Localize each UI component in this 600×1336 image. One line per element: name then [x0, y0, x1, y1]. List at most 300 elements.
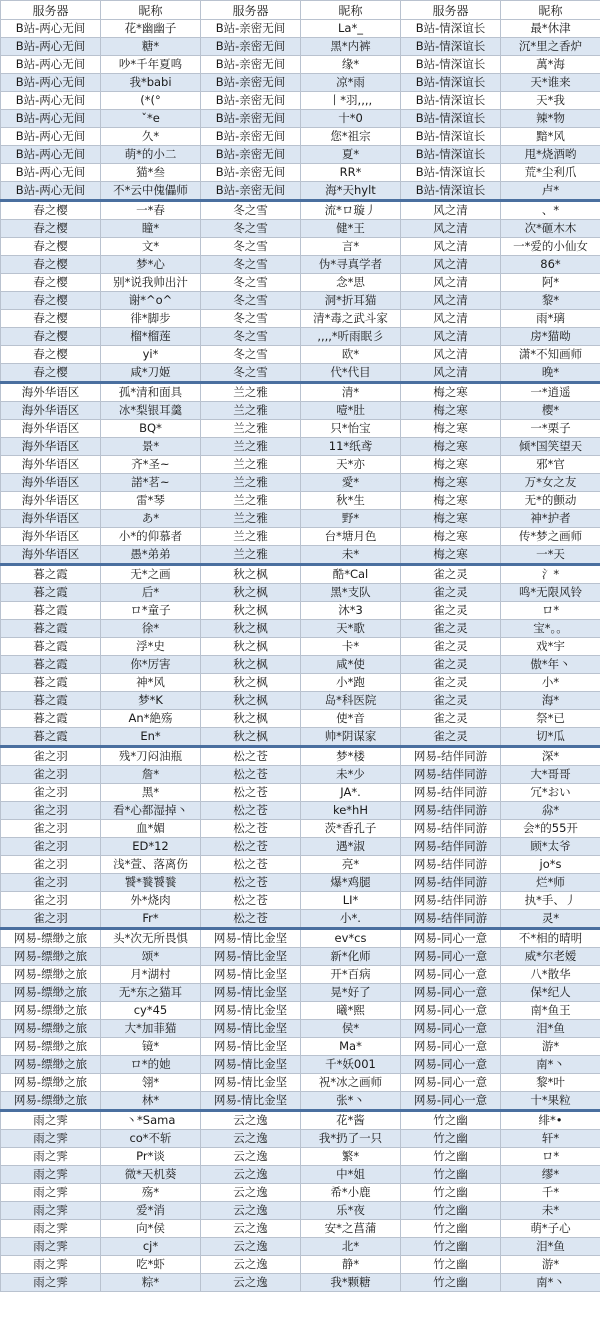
nickname-cell: 尛*	[501, 802, 600, 820]
nickname-cell: Ma*	[301, 1038, 401, 1056]
server-cell: 云之逸	[201, 1238, 301, 1256]
table-row	[1, 402, 600, 420]
server-cell: 海外华语区	[1, 383, 101, 402]
server-cell: 松之苍	[201, 820, 301, 838]
table-row	[1, 1002, 600, 1020]
nickname-cell: 神*风	[101, 674, 201, 692]
nickname-cell: 千*	[501, 1184, 600, 1202]
nickname-cell: Pr*谈	[101, 1148, 201, 1166]
server-cell: 雨之霁	[1, 1184, 101, 1202]
server-cell: 兰之雅	[201, 528, 301, 546]
nickname-cell: 吃*虾	[101, 1256, 201, 1274]
server-cell: 网易-缥缈之旅	[1, 1002, 101, 1020]
nickname-cell: 文*	[101, 238, 201, 256]
server-cell: 云之逸	[201, 1220, 301, 1238]
nickname-cell: (*(°	[101, 92, 201, 110]
server-cell: 网易-情比金坚	[201, 1020, 301, 1038]
server-cell: 竹之幽	[401, 1130, 501, 1148]
server-cell: 春之樱	[1, 274, 101, 292]
nickname-cell: 不*云中傀儡师	[101, 182, 201, 201]
nickname-cell: La*_	[301, 20, 401, 38]
nickname-cell: 海*	[501, 692, 600, 710]
header-nickname-1: 昵称	[101, 1, 201, 20]
server-cell: 风之清	[401, 328, 501, 346]
server-cell: 暮之霞	[1, 710, 101, 728]
nickname-cell: 未*少	[301, 766, 401, 784]
server-cell: 竹之幽	[401, 1202, 501, 1220]
nickname-cell: 浮*史	[101, 638, 201, 656]
nickname-cell: 言*	[301, 238, 401, 256]
server-cell: B站-情深谊长	[401, 164, 501, 182]
server-cell: 网易-缥缈之旅	[1, 966, 101, 984]
table-row	[1, 1130, 600, 1148]
nickname-cell: 天*亦	[301, 456, 401, 474]
server-cell: B站-情深谊长	[401, 74, 501, 92]
nickname-cell: 天*我	[501, 92, 600, 110]
server-cell: 网易-情比金坚	[201, 929, 301, 948]
server-cell: 雀之羽	[1, 747, 101, 766]
nickname-cell: 天*歌	[301, 620, 401, 638]
server-cell: 云之逸	[201, 1274, 301, 1292]
header-server-2: 服务器	[201, 1, 301, 20]
server-cell: 雨之霁	[1, 1238, 101, 1256]
nickname-cell: 静*	[301, 1256, 401, 1274]
server-cell: 暮之霞	[1, 620, 101, 638]
nickname-cell: 小*.	[301, 910, 401, 929]
server-cell: B站-亲密无间	[201, 92, 301, 110]
nickname-cell: 八*散华	[501, 966, 600, 984]
nickname-cell: 缘*	[301, 56, 401, 74]
nickname-cell: Fr*	[101, 910, 201, 929]
server-cell: 兰之雅	[201, 546, 301, 565]
server-cell: 松之苍	[201, 892, 301, 910]
server-cell: 网易-同心一意	[401, 966, 501, 984]
server-cell: 雀之羽	[1, 784, 101, 802]
server-cell: B站-情深谊长	[401, 146, 501, 164]
server-cell: 竹之幽	[401, 1148, 501, 1166]
server-cell: 海外华语区	[1, 456, 101, 474]
server-cell: 网易-结伴同游	[401, 747, 501, 766]
server-cell: 云之逸	[201, 1184, 301, 1202]
server-cell: 网易-同心一意	[401, 1002, 501, 1020]
table-row	[1, 1274, 600, 1292]
server-cell: 海外华语区	[1, 474, 101, 492]
table-row	[1, 692, 600, 710]
table-row	[1, 620, 600, 638]
nickname-cell: 爆*鸡腿	[301, 874, 401, 892]
server-cell: 春之樱	[1, 346, 101, 364]
server-cell: B站-情深谊长	[401, 92, 501, 110]
header-server-3: 服务器	[401, 1, 501, 20]
nickname-cell: 黯*风	[501, 128, 600, 146]
server-cell: 网易-缥缈之旅	[1, 1074, 101, 1092]
server-cell: 网易-缥缈之旅	[1, 1038, 101, 1056]
nickname-cell: 流*ロ璇丿	[301, 201, 401, 220]
server-cell: 兰之雅	[201, 383, 301, 402]
server-cell: B站-两心无间	[1, 92, 101, 110]
nickname-cell: 保*纪人	[501, 984, 600, 1002]
nickname-cell: 戏*宇	[501, 638, 600, 656]
nickname-cell: 希*小鹿	[301, 1184, 401, 1202]
nickname-cell: 张*丶	[301, 1092, 401, 1111]
server-cell: 雀之灵	[401, 710, 501, 728]
nickname-cell: ˇ*e	[101, 110, 201, 128]
server-cell: 兰之雅	[201, 456, 301, 474]
table-row	[1, 929, 600, 948]
nickname-cell: 乐*夜	[301, 1202, 401, 1220]
nickname-cell: 一*逍遥	[501, 383, 600, 402]
nickname-cell: 只*怡宝	[301, 420, 401, 438]
table-row	[1, 146, 600, 164]
nickname-cell: 伪*寻真学者	[301, 256, 401, 274]
nickname-cell: 黑*	[101, 784, 201, 802]
server-cell: 梅之寒	[401, 402, 501, 420]
server-cell: 春之樱	[1, 292, 101, 310]
server-cell: B站-两心无间	[1, 128, 101, 146]
server-cell: 冬之雪	[201, 274, 301, 292]
server-cell: 竹之幽	[401, 1111, 501, 1130]
server-cell: 兰之雅	[201, 402, 301, 420]
nickname-cell: 瞳*	[101, 220, 201, 238]
server-cell: 雨之霁	[1, 1274, 101, 1292]
nickname-cell: 小*	[501, 674, 600, 692]
nickname-cell: 祭*已	[501, 710, 600, 728]
server-cell: 雨之霁	[1, 1256, 101, 1274]
nickname-cell: 阿*	[501, 274, 600, 292]
server-cell: 秋之枫	[201, 728, 301, 747]
server-cell: 网易-情比金坚	[201, 1002, 301, 1020]
nickname-cell: 轩*	[501, 1130, 600, 1148]
server-cell: 冬之雪	[201, 328, 301, 346]
server-cell: 松之苍	[201, 747, 301, 766]
server-cell: 网易-结伴同游	[401, 820, 501, 838]
nickname-cell: LI*	[301, 892, 401, 910]
nickname-cell: 萌*的小二	[101, 146, 201, 164]
server-cell: B站-情深谊长	[401, 128, 501, 146]
nickname-cell: 新*化师	[301, 948, 401, 966]
server-cell: 风之清	[401, 364, 501, 383]
table-row	[1, 1074, 600, 1092]
nickname-cell: 萌*子心	[501, 1220, 600, 1238]
table-row	[1, 310, 600, 328]
nickname-cell: 愛*	[301, 474, 401, 492]
table-row	[1, 364, 600, 383]
server-cell: 网易-缥缈之旅	[1, 948, 101, 966]
nickname-cell: 头*次无所畏惧	[101, 929, 201, 948]
nickname-cell: 泪*鱼	[501, 1020, 600, 1038]
nickname-cell: 秋*生	[301, 492, 401, 510]
nickname-cell: 房*猫呦	[501, 328, 600, 346]
table-row	[1, 201, 600, 220]
nickname-cell: 万*女之友	[501, 474, 600, 492]
server-cell: B站-情深谊长	[401, 38, 501, 56]
server-cell: 梅之寒	[401, 474, 501, 492]
nickname-cell: 十*0	[301, 110, 401, 128]
nickname-cell: 黑*支队	[301, 584, 401, 602]
nickname-cell: 粽*	[101, 1274, 201, 1292]
nickname-cell: 南*丶	[501, 1274, 600, 1292]
table-row	[1, 220, 600, 238]
server-cell: 梅之寒	[401, 456, 501, 474]
server-cell: 网易-结伴同游	[401, 892, 501, 910]
nickname-cell: 凉*雨	[301, 74, 401, 92]
server-cell: 雀之灵	[401, 656, 501, 674]
nickname-cell: co*不斩	[101, 1130, 201, 1148]
server-cell: 梅之寒	[401, 438, 501, 456]
table-row	[1, 910, 600, 929]
nickname-cell: 甩*烧酒哟	[501, 146, 600, 164]
server-cell: 暮之霞	[1, 565, 101, 584]
server-cell: 雀之灵	[401, 692, 501, 710]
table-row	[1, 747, 600, 766]
server-cell: B站-情深谊长	[401, 110, 501, 128]
server-cell: 网易-结伴同游	[401, 856, 501, 874]
table-row	[1, 1184, 600, 1202]
table-row	[1, 584, 600, 602]
nickname-cell: 健*王	[301, 220, 401, 238]
table-row	[1, 128, 600, 146]
nickname-cell: 徘*脚步	[101, 310, 201, 328]
table-row	[1, 1166, 600, 1184]
server-cell: 兰之雅	[201, 420, 301, 438]
server-cell: 雀之灵	[401, 565, 501, 584]
nickname-cell: ロ*的她	[101, 1056, 201, 1074]
nickname-cell: 鸣*无限风铃	[501, 584, 600, 602]
server-cell: 网易-结伴同游	[401, 784, 501, 802]
nickname-cell: 灵*	[501, 910, 600, 929]
table-row	[1, 1111, 600, 1130]
server-cell: 暮之霞	[1, 656, 101, 674]
table-row	[1, 546, 600, 565]
table-row	[1, 638, 600, 656]
table-row	[1, 948, 600, 966]
nickname-cell: 榴*榴莲	[101, 328, 201, 346]
nickname-cell: 雷*琴	[101, 492, 201, 510]
server-cell: 网易-缥缈之旅	[1, 929, 101, 948]
nickname-cell: 久*	[101, 128, 201, 146]
server-cell: 云之逸	[201, 1111, 301, 1130]
nickname-cell: 烂*师	[501, 874, 600, 892]
server-cell: 松之苍	[201, 784, 301, 802]
nickname-cell: 别*说我帅出汁	[101, 274, 201, 292]
nickname-cell: 无*之画	[101, 565, 201, 584]
server-cell: 秋之枫	[201, 692, 301, 710]
server-cell: 风之清	[401, 346, 501, 364]
server-cell: 雀之灵	[401, 584, 501, 602]
nickname-cell: 邪*官	[501, 456, 600, 474]
server-cell: 兰之雅	[201, 492, 301, 510]
server-cell: B站-两心无间	[1, 110, 101, 128]
nickname-cell: 缪*	[501, 1166, 600, 1184]
table-row	[1, 1092, 600, 1111]
table-row	[1, 74, 600, 92]
table-row	[1, 565, 600, 584]
nickname-cell: 遇*淑	[301, 838, 401, 856]
server-cell: B站-亲密无间	[201, 164, 301, 182]
nickname-cell: 咸*使	[301, 656, 401, 674]
nickname-cell: 我*babi	[101, 74, 201, 92]
nickname-cell: 游*	[501, 1038, 600, 1056]
nickname-cell: 梦*楼	[301, 747, 401, 766]
server-cell: 网易-缥缈之旅	[1, 984, 101, 1002]
nickname-cell: 威*尔老嫒	[501, 948, 600, 966]
nickname-cell: 最*休津	[501, 20, 600, 38]
server-cell: 海外华语区	[1, 420, 101, 438]
nickname-cell: 亮*	[301, 856, 401, 874]
nickname-cell: 未*	[301, 546, 401, 565]
server-cell: 网易-情比金坚	[201, 1056, 301, 1074]
table-row	[1, 1038, 600, 1056]
nickname-cell: 一*爱的小仙女	[501, 238, 600, 256]
server-cell: 梅之寒	[401, 528, 501, 546]
table-row	[1, 274, 600, 292]
nickname-cell: 冗*おい	[501, 784, 600, 802]
server-cell: 网易-同心一意	[401, 929, 501, 948]
server-cell: 兰之雅	[201, 510, 301, 528]
server-cell: 网易-情比金坚	[201, 984, 301, 1002]
nickname-cell: 孤*清和面具	[101, 383, 201, 402]
nickname-cell: 翎*	[101, 1074, 201, 1092]
server-cell: 雀之羽	[1, 838, 101, 856]
nickname-cell: 镜*	[101, 1038, 201, 1056]
nickname-cell: 酷*Cal	[301, 565, 401, 584]
server-cell: 雀之灵	[401, 602, 501, 620]
header-row	[1, 1, 600, 20]
table-body	[1, 20, 600, 1292]
server-cell: 网易-结伴同游	[401, 874, 501, 892]
server-cell: 雀之灵	[401, 620, 501, 638]
nickname-cell: 残*刀闷油瓶	[101, 747, 201, 766]
nickname-cell: 不*相的晴明	[501, 929, 600, 948]
nickname-cell: 我*扔了一只	[301, 1130, 401, 1148]
nickname-cell: 夏*	[301, 146, 401, 164]
server-cell: 雨之霁	[1, 1220, 101, 1238]
nickname-cell: 谢*^o^	[101, 292, 201, 310]
table-row	[1, 92, 600, 110]
nickname-cell: 黎*	[501, 292, 600, 310]
nickname-cell: 你*厉害	[101, 656, 201, 674]
server-cell: 秋之枫	[201, 638, 301, 656]
server-cell: 冬之雪	[201, 310, 301, 328]
server-cell: 网易-同心一意	[401, 1056, 501, 1074]
server-cell: 冬之雪	[201, 256, 301, 274]
table-row	[1, 838, 600, 856]
server-cell: 竹之幽	[401, 1256, 501, 1274]
server-cell: 雀之羽	[1, 820, 101, 838]
nickname-cell: ev*cs	[301, 929, 401, 948]
nickname-cell: JA*.	[301, 784, 401, 802]
server-cell: 雨之霁	[1, 1111, 101, 1130]
server-cell: 竹之幽	[401, 1274, 501, 1292]
nickname-cell: 台*塘月色	[301, 528, 401, 546]
table-row	[1, 292, 600, 310]
nickname-cell: 执*手、丿	[501, 892, 600, 910]
server-cell: 松之苍	[201, 856, 301, 874]
nickname-cell: 游*	[501, 1256, 600, 1274]
server-cell: 风之清	[401, 292, 501, 310]
server-cell: B站-情深谊长	[401, 20, 501, 38]
server-cell: 雨之霁	[1, 1202, 101, 1220]
header-server-1: 服务器	[1, 1, 101, 20]
table-row	[1, 528, 600, 546]
nickname-cell: 我*颗糖	[301, 1274, 401, 1292]
server-cell: 秋之枫	[201, 620, 301, 638]
table-row	[1, 20, 600, 38]
nickname-cell: 次*砸木木	[501, 220, 600, 238]
server-cell: B站-亲密无间	[201, 146, 301, 164]
nickname-cell: ロ*	[501, 1148, 600, 1166]
nickname-cell: 南*丶	[501, 1056, 600, 1074]
nickname-cell: 黑*内裤	[301, 38, 401, 56]
nickname-cell: 樱*	[501, 402, 600, 420]
server-cell: 暮之霞	[1, 584, 101, 602]
server-cell: 网易-同心一意	[401, 1020, 501, 1038]
server-cell: 秋之枫	[201, 584, 301, 602]
server-cell: B站-情深谊长	[401, 182, 501, 201]
nickname-cell: En*	[101, 728, 201, 747]
server-cell: B站-亲密无间	[201, 110, 301, 128]
server-cell: 暮之霞	[1, 638, 101, 656]
nickname-cell: 丶*Sama	[101, 1111, 201, 1130]
server-cell: 兰之雅	[201, 474, 301, 492]
table-row	[1, 164, 600, 182]
nickname-cell: 南*鱼王	[501, 1002, 600, 1020]
table-row	[1, 674, 600, 692]
nickname-cell: 傲*年丶	[501, 656, 600, 674]
server-cell: B站-两心无间	[1, 182, 101, 201]
server-cell: B站-两心无间	[1, 146, 101, 164]
server-cell: 秋之枫	[201, 710, 301, 728]
nickname-cell: 帅*阴谋家	[301, 728, 401, 747]
server-cell: B站-亲密无间	[201, 56, 301, 74]
table-row	[1, 656, 600, 674]
nickname-cell: 林*	[101, 1092, 201, 1111]
server-cell: 网易-同心一意	[401, 984, 501, 1002]
nickname-cell: RR*	[301, 164, 401, 182]
table-row	[1, 856, 600, 874]
server-cell: 云之逸	[201, 1256, 301, 1274]
server-cell: 春之樱	[1, 220, 101, 238]
server-cell: 春之樱	[1, 328, 101, 346]
nickname-cell: 猫*叁	[101, 164, 201, 182]
server-cell: 网易-同心一意	[401, 1092, 501, 1111]
table-row	[1, 710, 600, 728]
nickname-cell: 諾*茗~	[101, 474, 201, 492]
server-cell: 雀之羽	[1, 910, 101, 929]
nickname-cell: 辣*物	[501, 110, 600, 128]
server-cell: 梅之寒	[401, 510, 501, 528]
server-cell: 云之逸	[201, 1148, 301, 1166]
table-row	[1, 328, 600, 346]
table-row	[1, 892, 600, 910]
server-cell: B站-两心无间	[1, 56, 101, 74]
server-cell: 春之樱	[1, 238, 101, 256]
server-cell: 云之逸	[201, 1166, 301, 1184]
nickname-cell: 荒*尘利爪	[501, 164, 600, 182]
server-cell: 兰之雅	[201, 438, 301, 456]
nickname-cell: 饕*餮饕餮	[101, 874, 201, 892]
table-row	[1, 474, 600, 492]
server-cell: 风之清	[401, 310, 501, 328]
nickname-cell: 詹*	[101, 766, 201, 784]
table-row	[1, 984, 600, 1002]
server-cell: 网易-缥缈之旅	[1, 1056, 101, 1074]
nickname-cell: 曦*熙	[301, 1002, 401, 1020]
nickname-cell: 您*祖宗	[301, 128, 401, 146]
nickname-cell: 景*	[101, 438, 201, 456]
nickname-cell: 看*心都湿掉丶	[101, 802, 201, 820]
nickname-cell: 雨*璃	[501, 310, 600, 328]
